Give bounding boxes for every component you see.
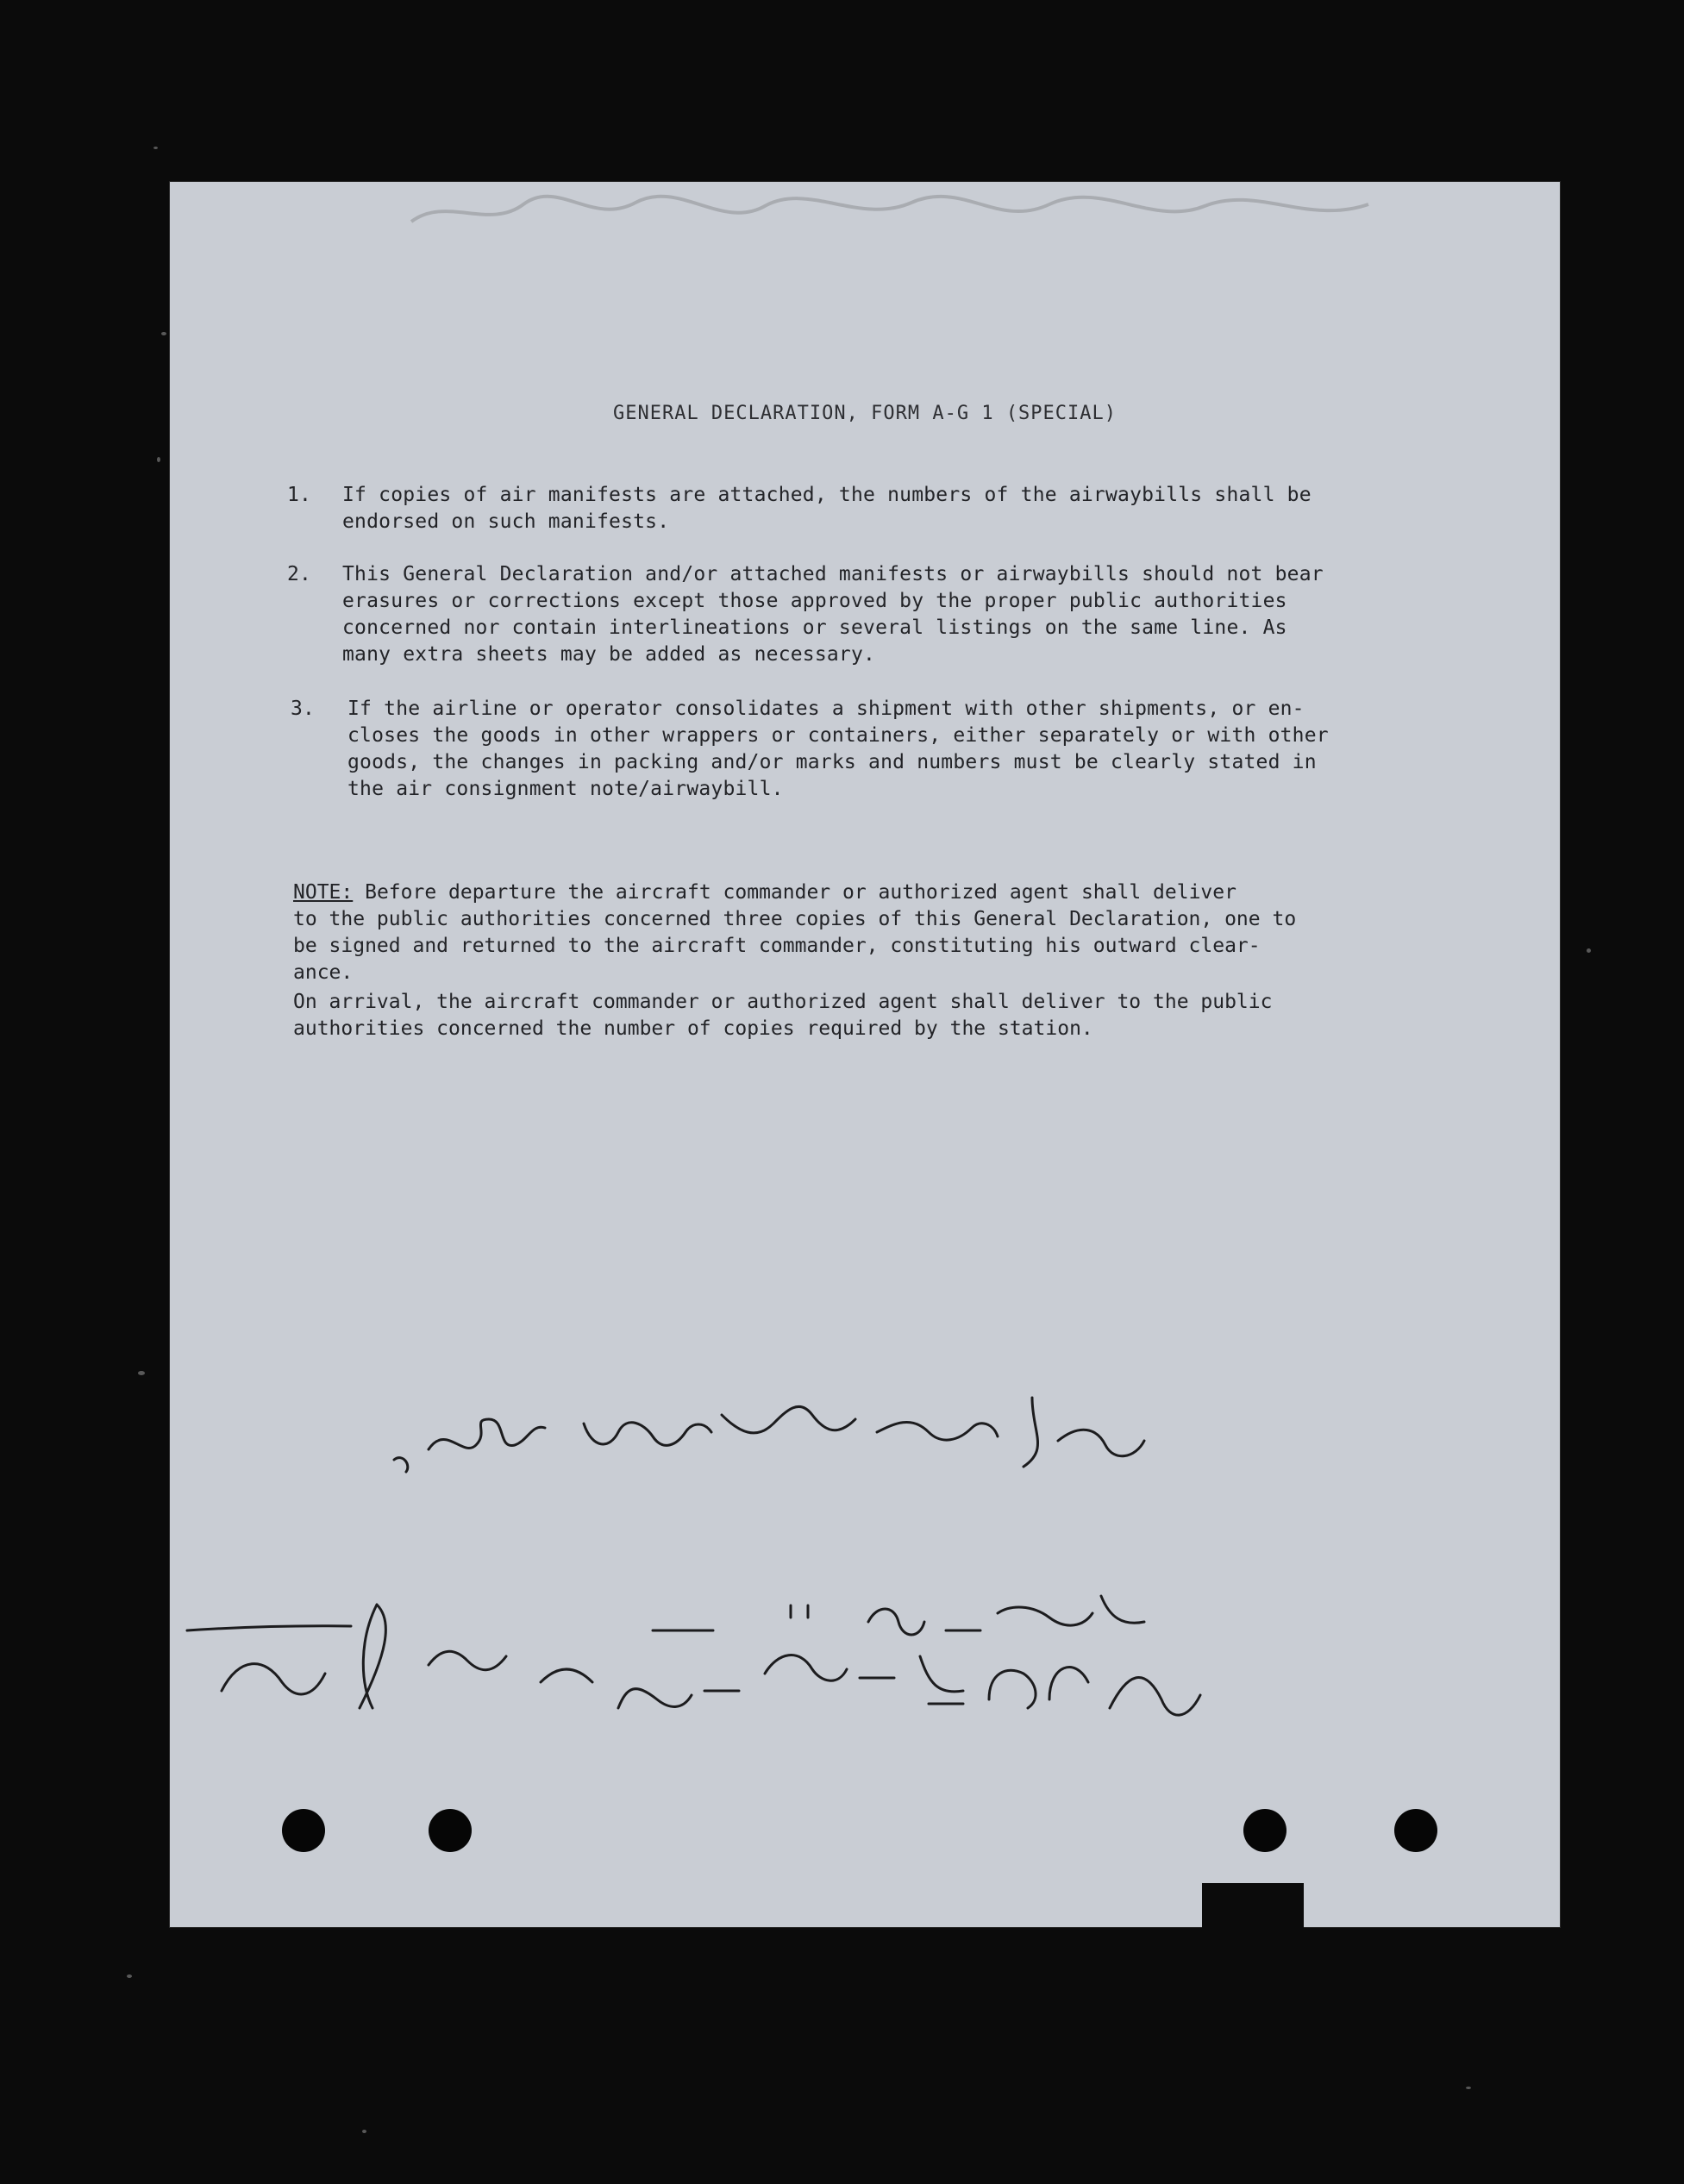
item-text: If the airline or operator consolidates a shipment with other shipments, or en- closes the goods in other wrappers or containers, either separately or with other goods, the changes in packing and/or marks and numbers must be clearly stated in the air consignment note/airwaybill. — [347, 698, 1329, 800]
scan-speck — [157, 457, 160, 462]
scan-speck — [138, 1371, 145, 1375]
item-number: 1. — [287, 484, 312, 506]
handwriting-line-2 — [653, 1596, 1144, 1635]
scan-speck — [161, 332, 166, 335]
scan-speck — [1466, 2087, 1471, 2089]
punch-hole — [1394, 1809, 1437, 1852]
punch-hole — [429, 1809, 472, 1852]
handwritten-annotations — [170, 182, 1560, 1927]
scan-speck — [153, 147, 158, 149]
arrival-paragraph: On arrival, the aircraft commander or authorized agent shall deliver to the public authorities concerned the number of copies required by the station. — [293, 991, 1273, 1040]
torn-notch — [1202, 1883, 1304, 1930]
item-text: This General Declaration and/or attached manifests or airwaybills should not bear erasures or corrections except those approved by the proper public authorities concerned nor contain interlineations or several listings on the same line. As many extra sheets may be added as necessary. — [342, 563, 1324, 666]
page-title: GENERAL DECLARATION, FORM A-G 1 (SPECIAL) — [612, 403, 1117, 424]
punch-hole — [282, 1809, 325, 1852]
note-label: NOTE: — [293, 881, 354, 904]
item-text: If copies of air manifests are attached, the numbers of the airwaybills shall be endorsed on such manifests. — [342, 484, 1312, 533]
punch-hole — [1243, 1809, 1286, 1852]
scan-speck — [127, 1974, 132, 1978]
item-number: 2. — [287, 563, 312, 585]
item-number: 3. — [291, 698, 316, 720]
handwriting-line-3 — [187, 1605, 1200, 1715]
scan-speck — [1587, 948, 1591, 953]
document-page — [170, 182, 1560, 1927]
handwriting-line-1 — [394, 1398, 1144, 1472]
scan-speck — [362, 2130, 366, 2133]
note-text: Before departure the aircraft commander or authorized agent shall deliver to the public authorities concerned three copies of this General Declaration, one to be signed and returned to the aircraft commander, constituting his outward clear- ance. — [293, 881, 1297, 984]
